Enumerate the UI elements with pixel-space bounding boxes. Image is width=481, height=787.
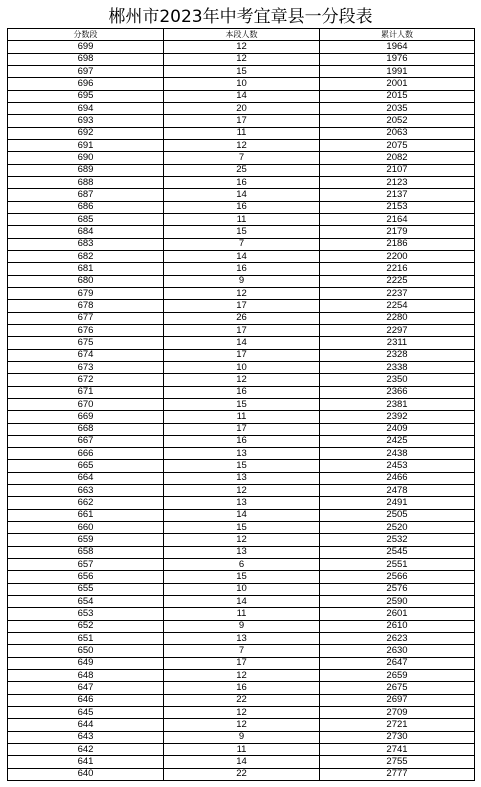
segment-count-cell: 17 xyxy=(164,115,320,127)
table-row xyxy=(8,115,475,127)
cumulative-count-cell: 2647 xyxy=(320,657,475,669)
table-row xyxy=(8,78,475,90)
segment-count-cell: 9 xyxy=(164,620,320,632)
cumulative-count-cell: 2438 xyxy=(320,448,475,460)
score-cell: 696 xyxy=(8,78,164,90)
column-header-score: 分数段 xyxy=(8,29,164,41)
score-cell: 690 xyxy=(8,152,164,164)
segment-count-cell: 16 xyxy=(164,263,320,275)
cumulative-count-cell: 2063 xyxy=(320,127,475,139)
segment-count-cell: 12 xyxy=(164,707,320,719)
segment-count-cell: 15 xyxy=(164,522,320,534)
cumulative-count-cell: 2137 xyxy=(320,189,475,201)
table-row xyxy=(8,41,475,53)
cumulative-count-cell: 2216 xyxy=(320,263,475,275)
cumulative-count-cell: 2478 xyxy=(320,485,475,497)
score-cell: 689 xyxy=(8,164,164,176)
score-cell: 678 xyxy=(8,300,164,312)
cumulative-count-cell: 2186 xyxy=(320,238,475,250)
cumulative-count-cell: 2338 xyxy=(320,361,475,373)
score-cell: 652 xyxy=(8,620,164,632)
table-row xyxy=(8,633,475,645)
cumulative-count-cell: 2164 xyxy=(320,213,475,225)
score-cell: 664 xyxy=(8,472,164,484)
segment-count-cell: 12 xyxy=(164,41,320,53)
table-row xyxy=(8,275,475,287)
segment-count-cell: 14 xyxy=(164,337,320,349)
table-row xyxy=(8,300,475,312)
table-row xyxy=(8,620,475,632)
score-cell: 651 xyxy=(8,633,164,645)
score-cell: 657 xyxy=(8,559,164,571)
score-cell: 677 xyxy=(8,312,164,324)
score-cell: 698 xyxy=(8,53,164,65)
cumulative-count-cell: 1991 xyxy=(320,65,475,77)
segment-count-cell: 12 xyxy=(164,53,320,65)
cumulative-count-cell: 2225 xyxy=(320,275,475,287)
segment-count-cell: 13 xyxy=(164,633,320,645)
cumulative-count-cell: 2015 xyxy=(320,90,475,102)
table-row xyxy=(8,571,475,583)
score-cell: 695 xyxy=(8,90,164,102)
table-row xyxy=(8,485,475,497)
segment-count-cell: 15 xyxy=(164,398,320,410)
cumulative-count-cell: 2297 xyxy=(320,324,475,336)
cumulative-count-cell: 2123 xyxy=(320,176,475,188)
score-cell: 673 xyxy=(8,361,164,373)
segment-count-cell: 25 xyxy=(164,164,320,176)
segment-count-cell: 12 xyxy=(164,719,320,731)
table-row xyxy=(8,657,475,669)
cumulative-count-cell: 2623 xyxy=(320,633,475,645)
score-cell: 672 xyxy=(8,374,164,386)
score-cell: 658 xyxy=(8,546,164,558)
table-row xyxy=(8,139,475,151)
score-cell: 644 xyxy=(8,719,164,731)
cumulative-count-cell: 2107 xyxy=(320,164,475,176)
score-cell: 687 xyxy=(8,189,164,201)
score-cell: 666 xyxy=(8,448,164,460)
table-row xyxy=(8,608,475,620)
cumulative-count-cell: 2328 xyxy=(320,349,475,361)
cumulative-count-cell: 1976 xyxy=(320,53,475,65)
segment-count-cell: 12 xyxy=(164,534,320,546)
cumulative-count-cell: 2350 xyxy=(320,374,475,386)
table-row xyxy=(8,53,475,65)
table-row xyxy=(8,398,475,410)
segment-count-cell: 22 xyxy=(164,768,320,780)
table-row xyxy=(8,349,475,361)
segment-count-cell: 17 xyxy=(164,324,320,336)
score-cell: 667 xyxy=(8,435,164,447)
cumulative-count-cell: 2237 xyxy=(320,287,475,299)
table-row xyxy=(8,250,475,262)
segment-count-cell: 17 xyxy=(164,300,320,312)
score-cell: 643 xyxy=(8,731,164,743)
cumulative-count-cell: 2545 xyxy=(320,546,475,558)
segment-count-cell: 26 xyxy=(164,312,320,324)
table-row xyxy=(8,670,475,682)
segment-count-cell: 17 xyxy=(164,423,320,435)
segment-count-cell: 13 xyxy=(164,472,320,484)
cumulative-count-cell: 2741 xyxy=(320,744,475,756)
cumulative-count-cell: 2590 xyxy=(320,596,475,608)
score-cell: 699 xyxy=(8,41,164,53)
score-cell: 660 xyxy=(8,522,164,534)
segment-count-cell: 15 xyxy=(164,571,320,583)
score-cell: 668 xyxy=(8,423,164,435)
table-row xyxy=(8,102,475,114)
table-row xyxy=(8,226,475,238)
table-row xyxy=(8,448,475,460)
cumulative-count-cell: 2601 xyxy=(320,608,475,620)
cumulative-count-cell: 2675 xyxy=(320,682,475,694)
segment-count-cell: 16 xyxy=(164,435,320,447)
cumulative-count-cell: 2659 xyxy=(320,670,475,682)
table-row xyxy=(8,213,475,225)
cumulative-count-cell: 2610 xyxy=(320,620,475,632)
table-row xyxy=(8,460,475,472)
table-row xyxy=(8,435,475,447)
score-cell: 656 xyxy=(8,571,164,583)
table-row xyxy=(8,263,475,275)
segment-count-cell: 16 xyxy=(164,682,320,694)
table-row xyxy=(8,201,475,213)
cumulative-count-cell: 2381 xyxy=(320,398,475,410)
table-row xyxy=(8,756,475,768)
segment-count-cell: 13 xyxy=(164,546,320,558)
score-cell: 680 xyxy=(8,275,164,287)
segment-count-cell: 16 xyxy=(164,176,320,188)
score-cell: 650 xyxy=(8,645,164,657)
cumulative-count-cell: 2777 xyxy=(320,768,475,780)
cumulative-count-cell: 2721 xyxy=(320,719,475,731)
table-row xyxy=(8,90,475,102)
table-row xyxy=(8,731,475,743)
table-body xyxy=(8,41,475,781)
segment-count-cell: 7 xyxy=(164,152,320,164)
score-cell: 661 xyxy=(8,509,164,521)
score-cell: 692 xyxy=(8,127,164,139)
cumulative-count-cell: 2392 xyxy=(320,411,475,423)
cumulative-count-cell: 1964 xyxy=(320,41,475,53)
score-cell: 693 xyxy=(8,115,164,127)
score-cell: 691 xyxy=(8,139,164,151)
segment-count-cell: 12 xyxy=(164,374,320,386)
segment-count-cell: 9 xyxy=(164,275,320,287)
table-row xyxy=(8,534,475,546)
score-cell: 665 xyxy=(8,460,164,472)
segment-count-cell: 15 xyxy=(164,460,320,472)
segment-count-cell: 14 xyxy=(164,596,320,608)
cumulative-count-cell: 2254 xyxy=(320,300,475,312)
cumulative-count-cell: 2505 xyxy=(320,509,475,521)
segment-count-cell: 15 xyxy=(164,65,320,77)
cumulative-count-cell: 2491 xyxy=(320,497,475,509)
score-cell: 681 xyxy=(8,263,164,275)
score-cell: 669 xyxy=(8,411,164,423)
table-row xyxy=(8,768,475,780)
cumulative-count-cell: 2551 xyxy=(320,559,475,571)
table-row xyxy=(8,324,475,336)
segment-count-cell: 10 xyxy=(164,78,320,90)
score-cell: 675 xyxy=(8,337,164,349)
cumulative-count-cell: 2730 xyxy=(320,731,475,743)
segment-count-cell: 14 xyxy=(164,756,320,768)
cumulative-count-cell: 2280 xyxy=(320,312,475,324)
table-row xyxy=(8,645,475,657)
segment-count-cell: 14 xyxy=(164,90,320,102)
score-cell: 641 xyxy=(8,756,164,768)
score-cell: 686 xyxy=(8,201,164,213)
cumulative-count-cell: 2075 xyxy=(320,139,475,151)
segment-count-cell: 11 xyxy=(164,608,320,620)
segment-count-cell: 13 xyxy=(164,497,320,509)
table-row xyxy=(8,238,475,250)
cumulative-count-cell: 2179 xyxy=(320,226,475,238)
table-row xyxy=(8,509,475,521)
segment-count-cell: 10 xyxy=(164,583,320,595)
segment-count-cell: 12 xyxy=(164,139,320,151)
cumulative-count-cell: 2082 xyxy=(320,152,475,164)
table-row xyxy=(8,559,475,571)
table-row xyxy=(8,374,475,386)
segment-count-cell: 11 xyxy=(164,127,320,139)
table-row xyxy=(8,719,475,731)
segment-count-cell: 11 xyxy=(164,744,320,756)
score-cell: 679 xyxy=(8,287,164,299)
cumulative-count-cell: 2576 xyxy=(320,583,475,595)
score-cell: 671 xyxy=(8,386,164,398)
table-row xyxy=(8,596,475,608)
table-row xyxy=(8,189,475,201)
segment-count-cell: 16 xyxy=(164,201,320,213)
cumulative-count-cell: 2630 xyxy=(320,645,475,657)
segment-count-cell: 14 xyxy=(164,509,320,521)
score-cell: 662 xyxy=(8,497,164,509)
table-row xyxy=(8,287,475,299)
table-row xyxy=(8,386,475,398)
cumulative-count-cell: 2425 xyxy=(320,435,475,447)
segment-count-cell: 12 xyxy=(164,287,320,299)
cumulative-count-cell: 2052 xyxy=(320,115,475,127)
score-cell: 648 xyxy=(8,670,164,682)
segment-count-cell: 16 xyxy=(164,386,320,398)
segment-count-cell: 7 xyxy=(164,238,320,250)
segment-count-cell: 9 xyxy=(164,731,320,743)
table-row xyxy=(8,744,475,756)
segment-count-cell: 20 xyxy=(164,102,320,114)
score-cell: 676 xyxy=(8,324,164,336)
score-cell: 646 xyxy=(8,694,164,706)
segment-count-cell: 12 xyxy=(164,485,320,497)
cumulative-count-cell: 2566 xyxy=(320,571,475,583)
segment-count-cell: 14 xyxy=(164,189,320,201)
cumulative-count-cell: 2532 xyxy=(320,534,475,546)
cumulative-count-cell: 2409 xyxy=(320,423,475,435)
segment-count-cell: 11 xyxy=(164,411,320,423)
score-table xyxy=(7,28,475,781)
table-row xyxy=(8,176,475,188)
cumulative-count-cell: 2153 xyxy=(320,201,475,213)
segment-count-cell: 11 xyxy=(164,213,320,225)
segment-count-cell: 22 xyxy=(164,694,320,706)
score-cell: 647 xyxy=(8,682,164,694)
table-row xyxy=(8,152,475,164)
score-cell: 697 xyxy=(8,65,164,77)
score-cell: 670 xyxy=(8,398,164,410)
cumulative-count-cell: 2035 xyxy=(320,102,475,114)
score-cell: 683 xyxy=(8,238,164,250)
score-cell: 682 xyxy=(8,250,164,262)
cumulative-count-cell: 2311 xyxy=(320,337,475,349)
score-cell: 649 xyxy=(8,657,164,669)
cumulative-count-cell: 2366 xyxy=(320,386,475,398)
segment-count-cell: 13 xyxy=(164,448,320,460)
table-row xyxy=(8,522,475,534)
segment-count-cell: 7 xyxy=(164,645,320,657)
table-row xyxy=(8,65,475,77)
table-row xyxy=(8,361,475,373)
cumulative-count-cell: 2001 xyxy=(320,78,475,90)
table-row xyxy=(8,497,475,509)
table-row xyxy=(8,312,475,324)
table-row xyxy=(8,472,475,484)
column-header-cumulative-count: 累计人数 xyxy=(320,29,475,41)
score-cell: 640 xyxy=(8,768,164,780)
score-cell: 653 xyxy=(8,608,164,620)
table-row xyxy=(8,423,475,435)
cumulative-count-cell: 2200 xyxy=(320,250,475,262)
table-row xyxy=(8,411,475,423)
segment-count-cell: 17 xyxy=(164,349,320,361)
score-cell: 684 xyxy=(8,226,164,238)
cumulative-count-cell: 2520 xyxy=(320,522,475,534)
table-row xyxy=(8,583,475,595)
score-cell: 685 xyxy=(8,213,164,225)
score-cell: 642 xyxy=(8,744,164,756)
segment-count-cell: 17 xyxy=(164,657,320,669)
score-cell: 645 xyxy=(8,707,164,719)
column-header-segment-count: 本段人数 xyxy=(164,29,320,41)
score-cell: 688 xyxy=(8,176,164,188)
page-title: 郴州市2023年中考宜章县一分段表 xyxy=(108,7,373,27)
table-header-row xyxy=(8,29,475,41)
segment-count-cell: 15 xyxy=(164,226,320,238)
table-row xyxy=(8,164,475,176)
cumulative-count-cell: 2709 xyxy=(320,707,475,719)
cumulative-count-cell: 2453 xyxy=(320,460,475,472)
score-cell: 654 xyxy=(8,596,164,608)
score-cell: 694 xyxy=(8,102,164,114)
score-cell: 663 xyxy=(8,485,164,497)
table-row xyxy=(8,707,475,719)
score-cell: 659 xyxy=(8,534,164,546)
segment-count-cell: 10 xyxy=(164,361,320,373)
cumulative-count-cell: 2466 xyxy=(320,472,475,484)
segment-count-cell: 6 xyxy=(164,559,320,571)
cumulative-count-cell: 2697 xyxy=(320,694,475,706)
cumulative-count-cell: 2755 xyxy=(320,756,475,768)
score-cell: 674 xyxy=(8,349,164,361)
table-row xyxy=(8,694,475,706)
segment-count-cell: 14 xyxy=(164,250,320,262)
segment-count-cell: 12 xyxy=(164,670,320,682)
table-row xyxy=(8,546,475,558)
table-row xyxy=(8,337,475,349)
score-cell: 655 xyxy=(8,583,164,595)
table-row xyxy=(8,127,475,139)
table-row xyxy=(8,682,475,694)
